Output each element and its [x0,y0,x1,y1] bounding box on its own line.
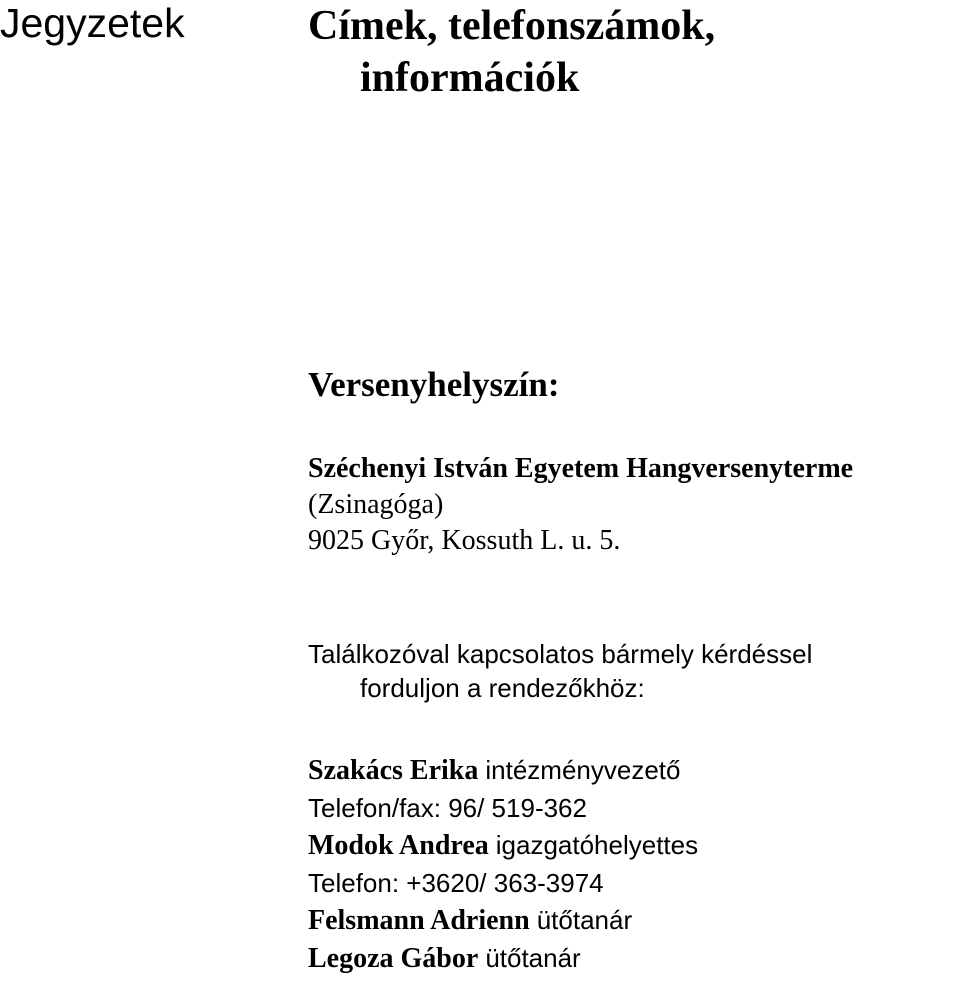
contact-list [308,752,698,977]
contact-row [308,827,698,865]
section-label: Jegyzetek [0,0,185,46]
venue-block [308,451,853,559]
contact-role: igazgatóhelyettes [495,830,699,860]
page-title [308,0,715,104]
contact-intro-line-1: Találkozóval kapcsolatos bármely kérdéssel [308,639,813,669]
contact-name: Szakács Erika [308,755,479,786]
contact-intro-line-2: forduljon a rendezőkhöz: [360,673,645,703]
contact-phone: Telefon/fax: 96/ 519-362 [308,792,587,823]
contact-row [308,902,698,940]
contact-name: Legoza Gábor [308,942,479,974]
contact-phone-row [308,790,698,828]
contact-name: Felsmann Adrienn [308,905,530,936]
contact-role: ütőtanár [536,905,633,935]
venue-subtitle: (Zsinagóga) [308,489,444,520]
contact-phone-row [308,865,698,903]
contact-name: Modok Andrea [308,830,489,861]
contact-phone: Telefon: +3620/ 363-3974 [308,867,604,898]
contact-intro [308,637,812,705]
page-title-line-1: Címek, telefonszámok, [308,3,716,49]
contact-row [308,752,698,790]
contact-row [308,940,698,978]
venue-address: 9025 Győr, Kossuth L. u. 5. [308,525,621,556]
venue-name: Széchenyi István Egyetem Hangversenyterme [308,453,854,484]
contact-role: intézményvezető [485,755,681,785]
contact-role: ütőtanár [485,942,581,973]
page-title-line-2: információk [360,55,580,101]
venue-heading: Versenyhelyszín: [308,365,560,404]
